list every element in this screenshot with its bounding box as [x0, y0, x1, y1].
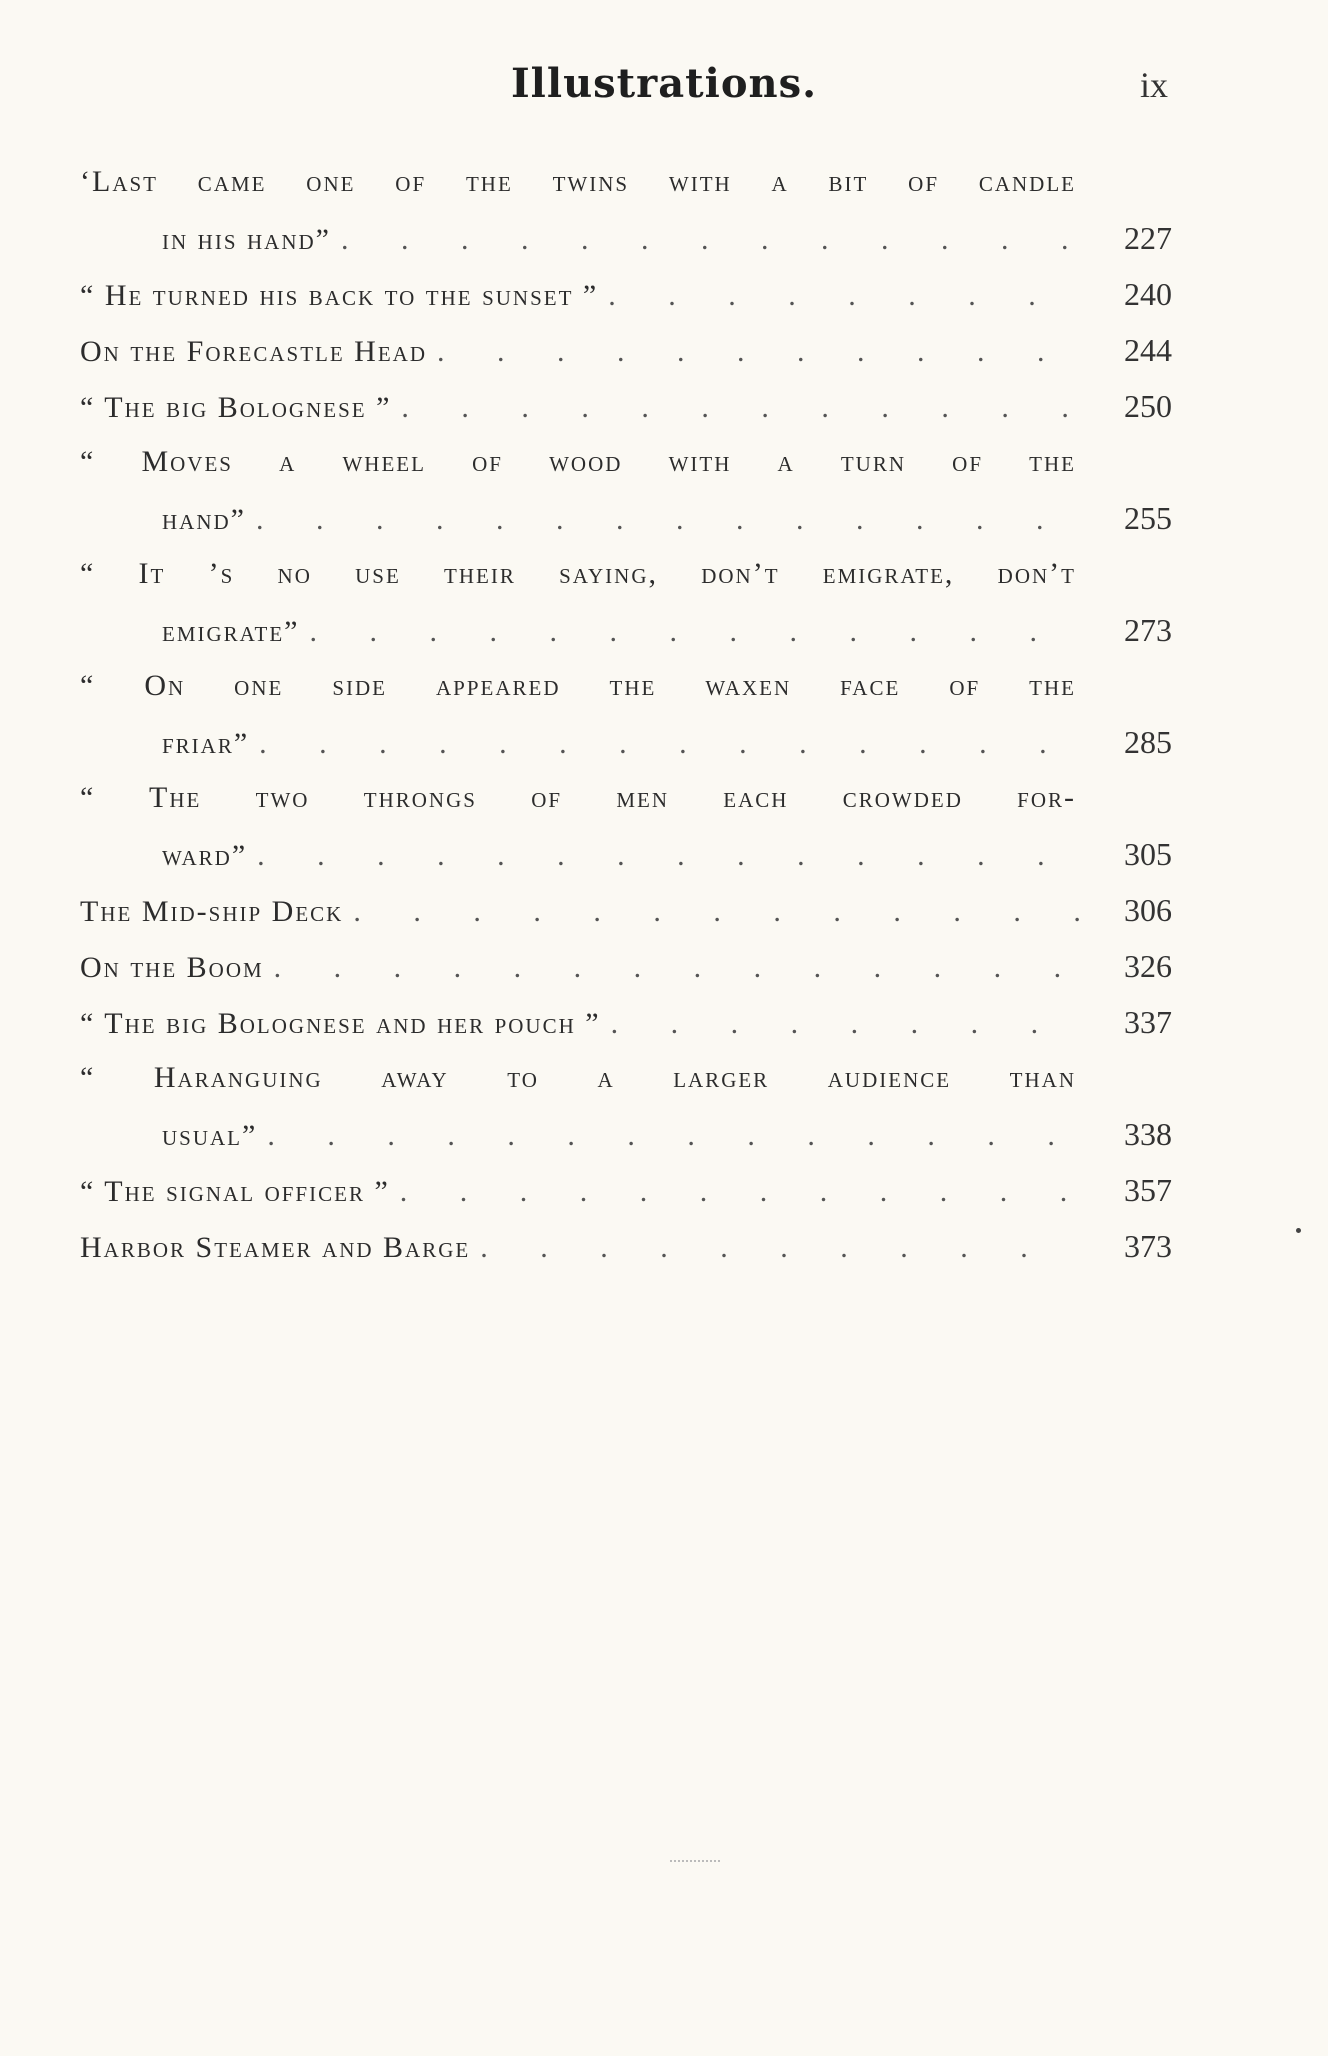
dot-leader — [437, 324, 1082, 380]
entry-line: The Mid-ship Deck — [80, 895, 344, 928]
entry-line: “ Moves a wheel of wood with a turn of the — [80, 445, 1076, 478]
ink-speck — [670, 1860, 720, 1864]
dot-leader — [608, 268, 1082, 324]
dot-leader — [267, 1108, 1082, 1164]
list-item — [80, 434, 1172, 546]
dot-leader — [256, 492, 1082, 548]
entry-line: “ The big Bolognese ” — [80, 391, 392, 424]
dot-leader — [341, 212, 1082, 268]
list-item — [80, 378, 1172, 434]
list-item — [80, 154, 1172, 266]
entry-page-number: 357 — [1124, 1172, 1172, 1208]
entry-line: On the Boom — [80, 951, 264, 984]
entry-line: Harbor Steamer and Barge — [80, 1231, 471, 1264]
list-item — [80, 770, 1172, 882]
entry-line: On the Forecastle Head — [80, 335, 427, 368]
illustrations-list — [80, 154, 1172, 1274]
entry-page-number: 240 — [1124, 276, 1172, 312]
entry-page-number: 337 — [1124, 1004, 1172, 1040]
entry-line: “ On one side appeared the waxen face of the — [80, 669, 1076, 702]
list-item — [80, 882, 1172, 938]
entry-page-number: 227 — [1124, 220, 1172, 256]
entry-line: in his hand” — [162, 223, 331, 256]
entry-line: friar” — [162, 727, 250, 760]
dot-leader — [353, 884, 1082, 940]
entry-line: “ The big Bolognese and her pouch ” — [80, 1007, 601, 1040]
list-item — [80, 1162, 1172, 1218]
entry-line: “ The signal officer ” — [80, 1175, 390, 1208]
entry-line: usual” — [162, 1119, 258, 1152]
list-item — [80, 1218, 1172, 1274]
entry-page-number: 338 — [1124, 1116, 1172, 1152]
entry-line: “ Haranguing away to a larger audience than — [80, 1061, 1076, 1094]
entry-page-number: 305 — [1124, 836, 1172, 872]
entry-line: ‘Last came one of the twins with a bit of candle — [80, 165, 1076, 198]
dot-leader — [274, 940, 1082, 996]
entry-line: “ He turned his back to the sunset ” — [80, 279, 599, 312]
dot-leader — [480, 1220, 1082, 1276]
dot-leader — [259, 716, 1082, 772]
dot-leader — [611, 996, 1082, 1052]
entry-page-number: 373 — [1124, 1228, 1172, 1264]
list-item — [80, 266, 1172, 322]
entry-page-number: 250 — [1124, 388, 1172, 424]
entry-line: “ The two throngs of men each crowded for- — [80, 781, 1076, 814]
entry-page-number: 273 — [1124, 612, 1172, 648]
dot-leader — [401, 380, 1082, 436]
dot-leader — [309, 604, 1082, 660]
list-item — [80, 994, 1172, 1050]
entry-line: ward” — [162, 839, 248, 872]
entry-line: emigrate” — [162, 615, 300, 648]
ink-speck — [1296, 1228, 1301, 1233]
list-item — [80, 546, 1172, 658]
entry-page-number: 255 — [1124, 500, 1172, 536]
list-item — [80, 1050, 1172, 1162]
list-item — [80, 322, 1172, 378]
entry-page-number: 285 — [1124, 724, 1172, 760]
dot-leader — [257, 828, 1082, 884]
list-item — [80, 938, 1172, 994]
dot-leader — [400, 1164, 1082, 1220]
entry-page-number: 326 — [1124, 948, 1172, 984]
entry-page-number: 244 — [1124, 332, 1172, 368]
entry-page-number: 306 — [1124, 892, 1172, 928]
entry-line: “ It ’s no use their saying, don’t emigrate, don’t — [80, 557, 1076, 590]
page-number: ix — [1140, 65, 1169, 105]
running-title: Illustrations. — [510, 60, 818, 107]
entry-line: hand” — [162, 503, 246, 536]
list-item — [80, 658, 1172, 770]
